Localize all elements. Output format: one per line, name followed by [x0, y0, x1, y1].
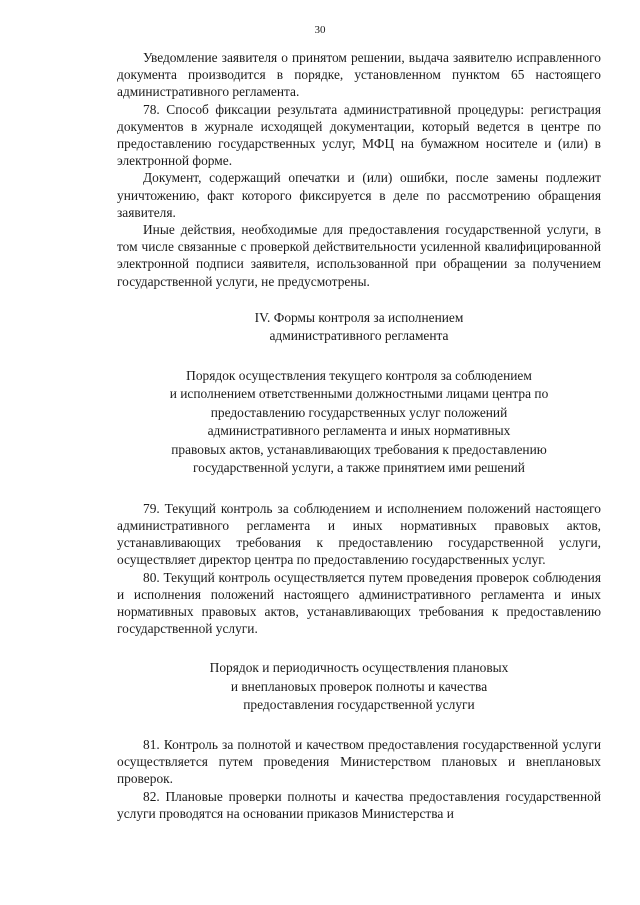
- section-heading-iv: [117, 309, 601, 346]
- paragraph-79: 79. Текущий контроль за соблюдением и исполнением положений настоящего административного регламента и иных нормативных правовых актов, устанавливающих требования к предоставлению государственной услуги, осуществляет директор центра по предоставлению государственных услуг.: [117, 500, 601, 568]
- paragraph-78: 78. Способ фиксации результата административной процедуры: регистрация документов в журнале исходящей документации, который ведется в центре по предоставлению государственных услуг, МФЦ на бумажном носителе и (или) в электронной форме.: [117, 101, 601, 169]
- heading-line: и внеплановых проверок полноты и качества: [230, 678, 488, 694]
- heading-line: государственной услуги, а также принятием ими решений: [193, 460, 525, 476]
- heading-line: Порядок и периодичность осуществления плановых: [209, 660, 509, 676]
- paragraph-notification: Уведомление заявителя о принятом решении, выдача заявителю исправленного документа производится в порядке, установленном пунктом 65 настоящего административного регламента.: [117, 50, 601, 100]
- subheading-inspections: [117, 659, 601, 715]
- heading-line: предоставления государственной услуги: [243, 697, 475, 713]
- page-number: 30: [314, 24, 326, 36]
- paragraph-81: 81. Контроль за полнотой и качеством предоставления государственной услуги осуществляется путем проведения Министерством плановых и внеплановых проверок.: [117, 736, 601, 787]
- paragraph-80: 80. Текущий контроль осуществляется путем проведения проверок соблюдения и исполнения положений настоящего административного регламента и иных нормативных правовых актов, устанавливающих требования к предоставлению государственной услуги.: [117, 569, 601, 637]
- subheading-current-control: [117, 367, 601, 478]
- heading-line: предоставлению государственных услуг положений: [210, 404, 508, 420]
- heading-line: правовых актов, устанавливающих требования к предоставлению: [171, 441, 547, 457]
- heading-line: IV. Формы контроля за исполнением: [254, 309, 464, 325]
- paragraph-other-actions: Иные действия, необходимые для предоставления государственной услуги, в том числе связанные с проверкой действительности усиленной квалифицированной электронной подписи заявителя, использованной при обращении за получением государственной услуги, не предусмотрены.: [117, 222, 601, 289]
- paragraph-document-destruction: Документ, содержащий опечатки и (или) ошибки, после замены подлежит уничтожению, факт которого фиксируется в деле по рассмотрению обращения заявителя.: [117, 170, 601, 220]
- heading-line: Порядок осуществления текущего контроля за соблюдением: [186, 367, 532, 383]
- paragraph-82: 82. Плановые проверки полноты и качества предоставления государственной услуги проводятся на основании приказов Министерства и: [117, 788, 601, 821]
- heading-line: административного регламента и иных нормативных: [207, 423, 511, 439]
- heading-line: и исполнением ответственными должностными лицами центра по: [169, 386, 549, 402]
- heading-line: административного регламента: [269, 328, 449, 344]
- document-body: [117, 49, 601, 822]
